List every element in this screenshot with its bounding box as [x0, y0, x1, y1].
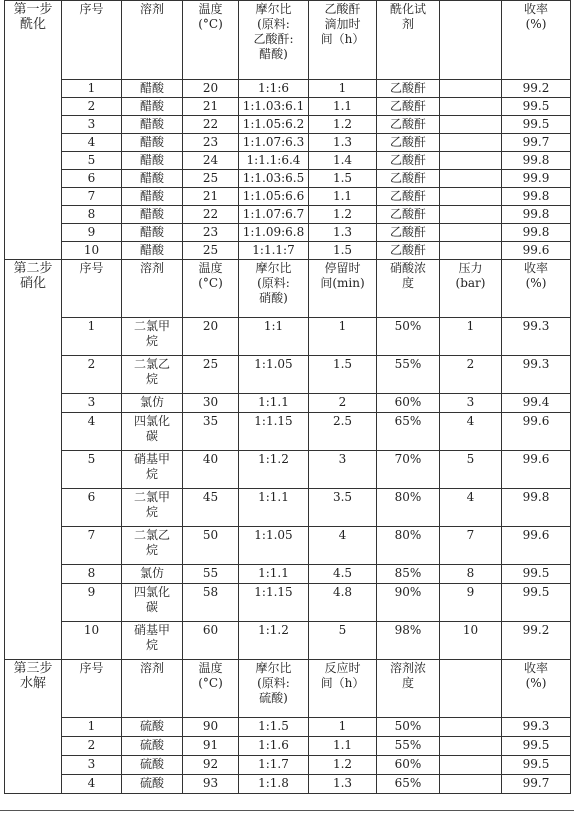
- table-cell: 3: [440, 394, 502, 413]
- table-cell: 91: [183, 737, 239, 756]
- table-cell: 7: [62, 188, 122, 206]
- table-cell: 1.3: [309, 134, 377, 152]
- column-header: 摩尔比 (原料: 硫酸): [239, 660, 309, 718]
- table-cell: 21: [183, 98, 239, 116]
- table-cell: 99.2: [502, 80, 571, 98]
- table-cell: 65%: [377, 413, 440, 451]
- table-cell: 4: [62, 134, 122, 152]
- table-cell: 1.2: [309, 206, 377, 224]
- table-cell: 50%: [377, 318, 440, 356]
- table-cell: 1: [309, 718, 377, 737]
- table-cell: 60: [183, 622, 239, 660]
- table-cell: 99.4: [502, 394, 571, 413]
- column-header: 溶剂浓 度: [377, 660, 440, 718]
- table-cell: 3: [62, 116, 122, 134]
- table-cell: 1:1.1: [239, 394, 309, 413]
- table-row: [5, 152, 571, 170]
- step-label: 第三步 水解: [5, 660, 62, 794]
- table-cell: 2.5: [309, 413, 377, 451]
- table-cell: [440, 718, 502, 737]
- table-row: [5, 527, 571, 565]
- table-cell: 醋酸: [122, 80, 183, 98]
- table-cell: 23: [183, 224, 239, 242]
- table-cell: 1.2: [309, 116, 377, 134]
- column-header: 温度 (°C): [183, 260, 239, 318]
- table-cell: 2: [309, 394, 377, 413]
- table-cell: 30: [183, 394, 239, 413]
- table-cell: 醋酸: [122, 98, 183, 116]
- table-cell: 二氯甲 烷: [122, 318, 183, 356]
- table-cell: 氯仿: [122, 565, 183, 584]
- column-header: 温度 (°C): [183, 660, 239, 718]
- table-cell: 1:1.8: [239, 775, 309, 794]
- table-cell: 醋酸: [122, 134, 183, 152]
- table-cell: 1:1.1:7: [239, 242, 309, 260]
- table-cell: 3: [62, 756, 122, 775]
- table-row: [5, 413, 571, 451]
- table-cell: 5: [440, 451, 502, 489]
- table-cell: 1:1.05: [239, 527, 309, 565]
- table-header-row: [5, 260, 571, 318]
- table-cell: 1:1:6: [239, 80, 309, 98]
- table-cell: 1:1.15: [239, 413, 309, 451]
- column-header: 温度 (°C): [183, 1, 239, 80]
- table-cell: 醋酸: [122, 224, 183, 242]
- column-header: 压力 (bar): [440, 260, 502, 318]
- table-cell: 1:1.03:6.1: [239, 98, 309, 116]
- table-cell: 99.5: [502, 737, 571, 756]
- table-cell: 99.8: [502, 224, 571, 242]
- table-cell: 99.9: [502, 170, 571, 188]
- table-cell: [440, 737, 502, 756]
- table-cell: 6: [62, 489, 122, 527]
- column-header: 酰化试 剂: [377, 1, 440, 80]
- table-header-row: [5, 660, 571, 718]
- table-cell: 6: [62, 170, 122, 188]
- table-cell: 1.5: [309, 170, 377, 188]
- table-cell: 1.5: [309, 242, 377, 260]
- table-header-row: [5, 1, 571, 80]
- table-cell: 1:1.2: [239, 622, 309, 660]
- table-cell: 醋酸: [122, 242, 183, 260]
- table-row: [5, 206, 571, 224]
- table-cell: 1.4: [309, 152, 377, 170]
- table-cell: 1:1.15: [239, 584, 309, 622]
- table-cell: 1: [62, 718, 122, 737]
- table-cell: 25: [183, 356, 239, 394]
- table-cell: 1.5: [309, 356, 377, 394]
- table-cell: 1:1.1: [239, 489, 309, 527]
- table-cell: 1.2: [309, 756, 377, 775]
- table-row: [5, 565, 571, 584]
- table-cell: [440, 170, 502, 188]
- table-cell: 醋酸: [122, 170, 183, 188]
- table-cell: [440, 206, 502, 224]
- table-cell: 氯仿: [122, 394, 183, 413]
- table-cell: 99.2: [502, 622, 571, 660]
- table-cell: 99.6: [502, 242, 571, 260]
- table-cell: 1.3: [309, 224, 377, 242]
- table-cell: [440, 116, 502, 134]
- table-cell: 65%: [377, 775, 440, 794]
- column-header: 溶剂: [122, 660, 183, 718]
- table-cell: 1.1: [309, 98, 377, 116]
- table-cell: 2: [440, 356, 502, 394]
- table-cell: [440, 756, 502, 775]
- table-cell: 硫酸: [122, 775, 183, 794]
- table-cell: 1: [309, 318, 377, 356]
- table-cell: 99.3: [502, 356, 571, 394]
- table-cell: 8: [440, 565, 502, 584]
- table-cell: 99.6: [502, 413, 571, 451]
- table-cell: 醋酸: [122, 188, 183, 206]
- table-cell: 1:1.07:6.7: [239, 206, 309, 224]
- column-header: 序号: [62, 1, 122, 80]
- table-cell: 10: [440, 622, 502, 660]
- table-cell: 5: [62, 451, 122, 489]
- table-cell: 99.8: [502, 152, 571, 170]
- table-cell: 9: [62, 584, 122, 622]
- table-cell: 70%: [377, 451, 440, 489]
- table-cell: 1:1.09:6.8: [239, 224, 309, 242]
- table-cell: 85%: [377, 565, 440, 584]
- table-cell: 5: [309, 622, 377, 660]
- table-cell: 25: [183, 170, 239, 188]
- table-cell: [440, 134, 502, 152]
- table-cell: 99.8: [502, 188, 571, 206]
- table-cell: [440, 152, 502, 170]
- table-row: [5, 356, 571, 394]
- table-cell: 5: [62, 152, 122, 170]
- table-cell: 99.8: [502, 489, 571, 527]
- table-cell: 4: [440, 413, 502, 451]
- table-cell: 99.5: [502, 98, 571, 116]
- table-cell: 23: [183, 134, 239, 152]
- table-cell: 25: [183, 242, 239, 260]
- table-cell: 1:1.07:6.3: [239, 134, 309, 152]
- table-cell: 24: [183, 152, 239, 170]
- column-header: [440, 660, 502, 718]
- column-header: 序号: [62, 660, 122, 718]
- table-cell: 80%: [377, 489, 440, 527]
- table-cell: 2: [62, 98, 122, 116]
- table-cell: 4: [440, 489, 502, 527]
- column-header: 摩尔比 (原料: 硝酸): [239, 260, 309, 318]
- table-cell: 22: [183, 116, 239, 134]
- table-row: [5, 489, 571, 527]
- table-cell: 硫酸: [122, 718, 183, 737]
- table-cell: 二氯甲 烷: [122, 489, 183, 527]
- table-cell: 3: [309, 451, 377, 489]
- table-cell: 1:1.6: [239, 737, 309, 756]
- table-cell: 乙酸酐: [377, 170, 440, 188]
- table-cell: 7: [440, 527, 502, 565]
- table-row: [5, 318, 571, 356]
- table-row: [5, 134, 571, 152]
- table-row: [5, 80, 571, 98]
- table-row: [5, 394, 571, 413]
- table-cell: 22: [183, 206, 239, 224]
- column-header: 反应时 间（h）: [309, 660, 377, 718]
- column-header: 收率 (%): [502, 660, 571, 718]
- column-header: 收率 (%): [502, 260, 571, 318]
- table-row: [5, 170, 571, 188]
- table-cell: 99.5: [502, 584, 571, 622]
- table-cell: 8: [62, 206, 122, 224]
- step-label: 第二步 硝化: [5, 260, 62, 660]
- table-cell: 55%: [377, 356, 440, 394]
- table-cell: 45: [183, 489, 239, 527]
- table-cell: 醋酸: [122, 152, 183, 170]
- table-row: [5, 718, 571, 737]
- table-cell: 4: [62, 775, 122, 794]
- table-cell: 20: [183, 80, 239, 98]
- table-cell: 1:1.1: [239, 565, 309, 584]
- table-cell: 1:1.5: [239, 718, 309, 737]
- table-cell: 乙酸酐: [377, 188, 440, 206]
- table-cell: 50: [183, 527, 239, 565]
- table-cell: 90: [183, 718, 239, 737]
- table-cell: 7: [62, 527, 122, 565]
- page-bottom-rule: [0, 810, 574, 811]
- table-cell: 90%: [377, 584, 440, 622]
- table-cell: 99.3: [502, 318, 571, 356]
- table-cell: 1:1: [239, 318, 309, 356]
- table-row: [5, 737, 571, 756]
- table-row: [5, 188, 571, 206]
- table-cell: 80%: [377, 527, 440, 565]
- table-cell: 4.5: [309, 565, 377, 584]
- table-cell: 硫酸: [122, 737, 183, 756]
- table-cell: 58: [183, 584, 239, 622]
- table-cell: 乙酸酐: [377, 152, 440, 170]
- table-cell: 硝基甲 烷: [122, 451, 183, 489]
- table-cell: 1: [440, 318, 502, 356]
- table-cell: 乙酸酐: [377, 134, 440, 152]
- column-header: 溶剂: [122, 260, 183, 318]
- table-cell: 2: [62, 737, 122, 756]
- table-row: [5, 451, 571, 489]
- table-cell: 乙酸酐: [377, 98, 440, 116]
- table-cell: 50%: [377, 718, 440, 737]
- table-cell: [440, 98, 502, 116]
- table-cell: [440, 188, 502, 206]
- table-row: [5, 622, 571, 660]
- table-cell: 1: [62, 80, 122, 98]
- table-cell: 99.6: [502, 527, 571, 565]
- table-cell: 21: [183, 188, 239, 206]
- table-row: [5, 224, 571, 242]
- table-cell: 1: [309, 80, 377, 98]
- table-cell: [440, 224, 502, 242]
- table-cell: 99.6: [502, 451, 571, 489]
- table-cell: 99.5: [502, 116, 571, 134]
- table-cell: 99.7: [502, 775, 571, 794]
- table-cell: [440, 242, 502, 260]
- column-header: 收率 (%): [502, 1, 571, 80]
- table-cell: 1.3: [309, 775, 377, 794]
- table-cell: 93: [183, 775, 239, 794]
- table-cell: 4.8: [309, 584, 377, 622]
- column-header: 停留时 间(min): [309, 260, 377, 318]
- table-cell: [440, 80, 502, 98]
- step-label: 第一步 酰化: [5, 1, 62, 260]
- table-cell: 四氯化 碳: [122, 584, 183, 622]
- table-cell: 55%: [377, 737, 440, 756]
- table-cell: 1:1.1:6.4: [239, 152, 309, 170]
- table-cell: 10: [62, 242, 122, 260]
- column-header: 硝酸浓 度: [377, 260, 440, 318]
- table-cell: 4: [309, 527, 377, 565]
- column-header: 溶剂: [122, 1, 183, 80]
- table-cell: 乙酸酐: [377, 80, 440, 98]
- table-cell: 99.8: [502, 206, 571, 224]
- table-cell: 9: [440, 584, 502, 622]
- column-header: [440, 1, 502, 80]
- table-cell: [440, 775, 502, 794]
- table-cell: 1.1: [309, 188, 377, 206]
- table-cell: 3: [62, 394, 122, 413]
- table-cell: 10: [62, 622, 122, 660]
- table-cell: 2: [62, 356, 122, 394]
- table-cell: 99.5: [502, 565, 571, 584]
- table-row: [5, 775, 571, 794]
- table-cell: 乙酸酐: [377, 224, 440, 242]
- table-cell: 醋酸: [122, 116, 183, 134]
- table-cell: 92: [183, 756, 239, 775]
- table-cell: 60%: [377, 394, 440, 413]
- table-cell: 1:1.2: [239, 451, 309, 489]
- table-cell: 二氯乙 烷: [122, 527, 183, 565]
- table-cell: 硫酸: [122, 756, 183, 775]
- table-cell: 乙酸酐: [377, 116, 440, 134]
- table-cell: 35: [183, 413, 239, 451]
- table-cell: 1:1.05: [239, 356, 309, 394]
- table-row: [5, 116, 571, 134]
- table-row: [5, 242, 571, 260]
- table-cell: 9: [62, 224, 122, 242]
- table-cell: 3.5: [309, 489, 377, 527]
- table-cell: 乙酸酐: [377, 206, 440, 224]
- table-cell: 二氯乙 烷: [122, 356, 183, 394]
- table-cell: 8: [62, 565, 122, 584]
- table-cell: 99.3: [502, 718, 571, 737]
- table-row: [5, 756, 571, 775]
- table-cell: 98%: [377, 622, 440, 660]
- data-table: [4, 0, 571, 794]
- table-cell: 40: [183, 451, 239, 489]
- table-cell: 1:1.7: [239, 756, 309, 775]
- table-row: [5, 584, 571, 622]
- table-cell: 4: [62, 413, 122, 451]
- table-cell: 1:1.05:6.2: [239, 116, 309, 134]
- table-cell: 1:1.03:6.5: [239, 170, 309, 188]
- table-cell: 1:1.05:6.6: [239, 188, 309, 206]
- table-cell: 60%: [377, 756, 440, 775]
- column-header: 序号: [62, 260, 122, 318]
- table-cell: 1.1: [309, 737, 377, 756]
- table-cell: 四氯化 碳: [122, 413, 183, 451]
- table-cell: 乙酸酐: [377, 242, 440, 260]
- table-cell: 99.5: [502, 756, 571, 775]
- table-cell: 99.7: [502, 134, 571, 152]
- table-cell: 55: [183, 565, 239, 584]
- table-cell: 1: [62, 318, 122, 356]
- table-cell: 硝基甲 烷: [122, 622, 183, 660]
- column-header: 摩尔比 (原料: 乙酸酐: 醋酸): [239, 1, 309, 80]
- column-header: 乙酸酐 滴加时 间（h）: [309, 1, 377, 80]
- table-row: [5, 98, 571, 116]
- table-cell: 醋酸: [122, 206, 183, 224]
- table-cell: 20: [183, 318, 239, 356]
